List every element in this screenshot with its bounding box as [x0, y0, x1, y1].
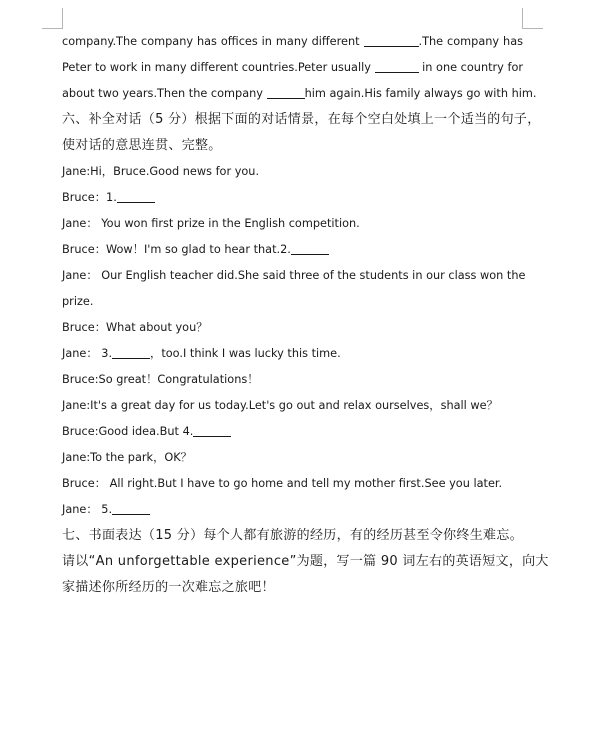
answer-blank-4 — [193, 423, 231, 437]
dialogue-line: Jane： You won first prize in the English competition. — [62, 217, 360, 230]
dialogue-line: Bruce：Wow！I'm so glad to hear that.2. — [62, 240, 523, 266]
blank-line — [267, 85, 305, 99]
passage-text: about two years.Then the company — [62, 87, 263, 100]
answer-blank-5 — [112, 501, 150, 515]
crop-mark-top-right — [522, 8, 543, 29]
answer-blank-2 — [291, 241, 329, 255]
passage-line-3 — [62, 84, 537, 110]
dialogue-line: Jane： 5. — [62, 500, 523, 526]
passage-text: .The company has — [418, 35, 524, 48]
dialogue-line: Bruce：1. — [62, 188, 523, 214]
passage-text: Peter to work in many different countries.Peter usually — [62, 61, 371, 74]
passage-text: company.The company has offices in many different — [62, 35, 360, 48]
dialogue-line: Jane:It's a great day for us today.Let's go out and relax ourselves，shall we？ — [62, 399, 498, 412]
blank-line — [375, 59, 419, 73]
answer-blank-3 — [112, 345, 150, 359]
section-7-line-3: 家描述你所经历的一次难忘之旅吧！ — [62, 580, 275, 595]
passage-text: him again.His family always go with him. — [304, 87, 537, 100]
passage-line-2 — [62, 58, 523, 84]
section-7-line-2: 请以“An unforgettable experience”为题，写一篇 90 词左右的英语短文，向大 — [62, 554, 549, 569]
section-6-heading: 六、补全对话（5 分）根据下面的对话情景，在每个空白处填上一个适当的句子， — [62, 112, 541, 127]
dialogue-line: Jane： 3. ，too.I think I was lucky this time. — [62, 347, 341, 360]
blank-line — [364, 33, 419, 47]
section-7-line-1: 七、书面表达（15 分）每个人都有旅游的经历，有的经历甚至令你终生难忘。 — [62, 528, 523, 543]
dialogue-line: Jane:To the park，OK？ — [62, 451, 192, 464]
answer-blank-1 — [117, 189, 155, 203]
document-content — [62, 32, 549, 604]
crop-mark-top-left — [42, 8, 63, 29]
dialogue-line: Bruce：What about you？ — [62, 321, 208, 334]
dialogue-line: Bruce： All right.But I have to go home and tell my mother first.See you later. — [62, 477, 503, 490]
passage-line-1 — [62, 32, 523, 58]
passage-text: in one country for — [422, 61, 523, 74]
dialogue-line: Bruce:Good idea.But 4. — [62, 422, 523, 448]
dialogue-line: Bruce:So great！Congratulations！ — [62, 373, 259, 386]
dialogue-line: prize. — [62, 295, 94, 308]
dialogue-line: Jane： Our English teacher did.She said three of the students in our class won the — [62, 269, 526, 282]
dialogue-line: Jane:Hi，Bruce.Good news for you. — [62, 165, 260, 178]
section-6-heading-cont: 使对话的意思连贯、完整。 — [62, 138, 222, 153]
